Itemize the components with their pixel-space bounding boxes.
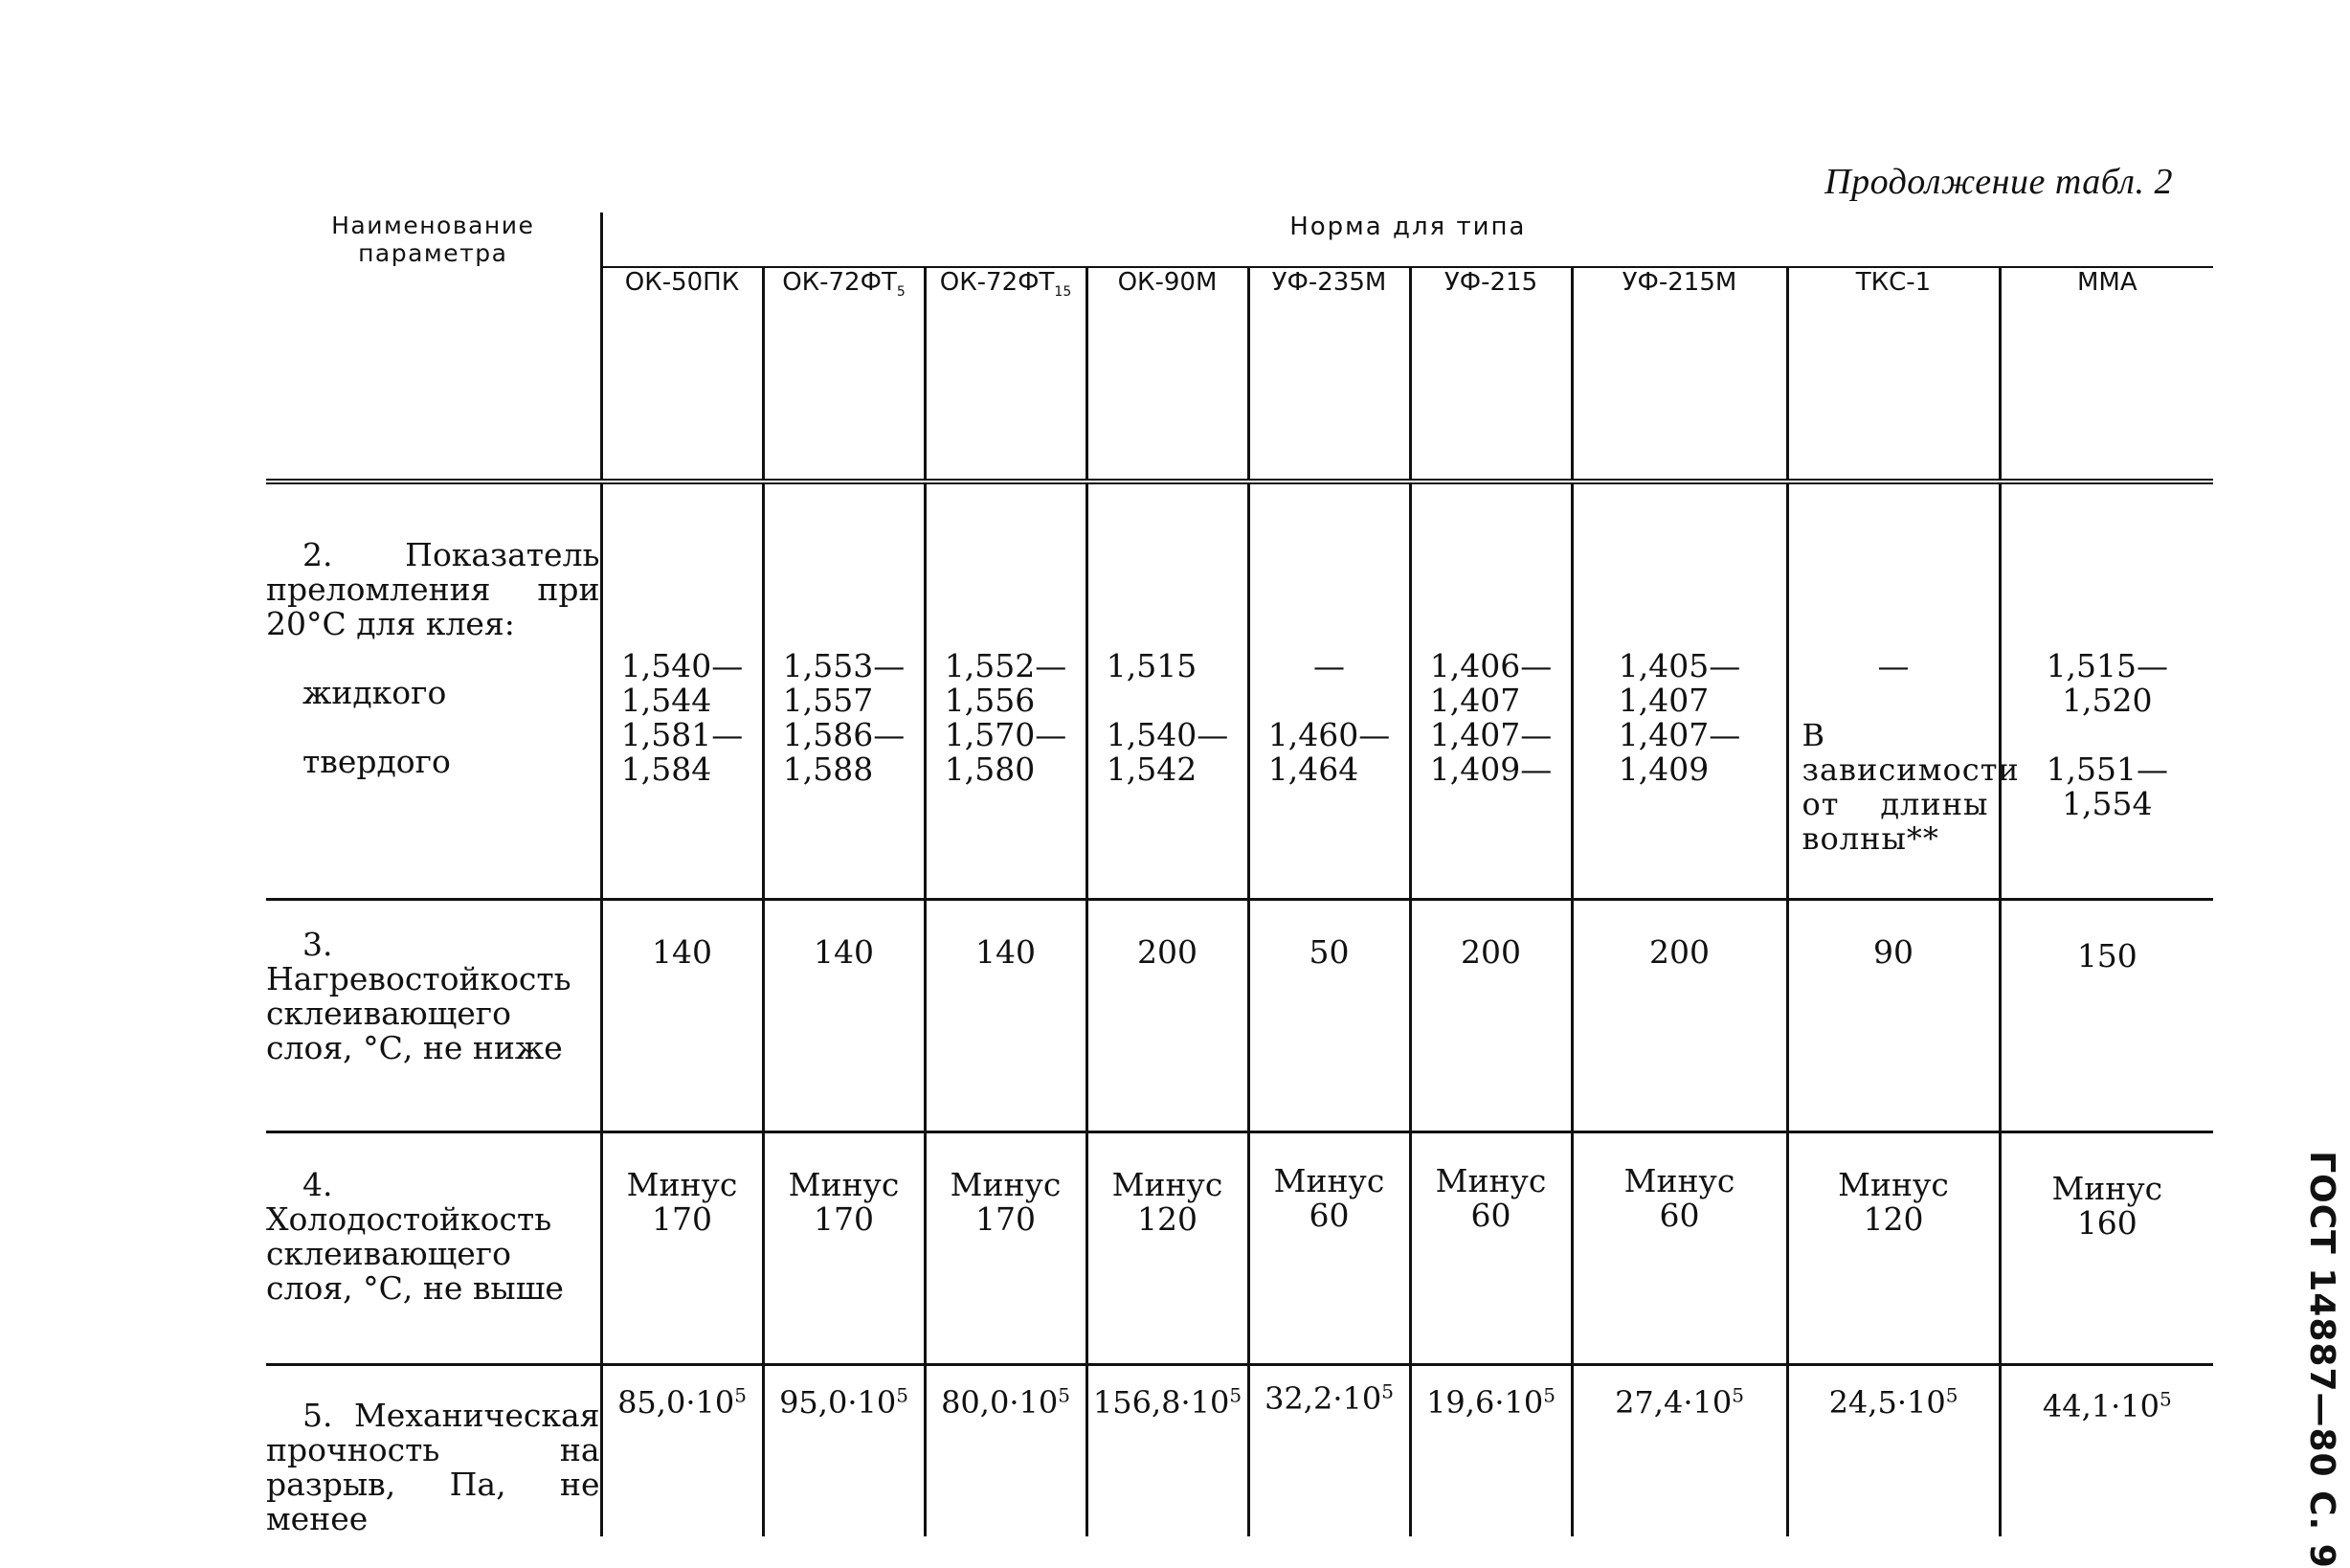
value-cell: 140 xyxy=(925,900,1086,1132)
type-header: УФ-215 xyxy=(1410,267,1572,482)
table-row-heat xyxy=(266,900,2213,1132)
type-header: $ОК-72ФТ_{15}$ xyxy=(925,267,1086,482)
type-header: УФ-235М xyxy=(1248,267,1410,482)
norm-header: Норма для типа xyxy=(601,213,2213,267)
param-sub-solid: твердого xyxy=(302,743,451,780)
value-cell: 1,515 1,540— 1,542 xyxy=(1086,482,1248,900)
value-cell: Минус 60 xyxy=(1572,1132,1787,1365)
value-cell: 90 xyxy=(1787,900,2000,1132)
norm-table xyxy=(266,213,2213,1536)
value-cell: $85,0\cdot 10^5$ xyxy=(601,1365,763,1537)
type-header: УФ-215М xyxy=(1572,267,1787,482)
value-cell: Минус 60 xyxy=(1248,1132,1410,1365)
value-cell: $44,1\cdot 10^5$ xyxy=(2042,1387,2172,1424)
type-header: ТКС-1 xyxy=(1787,267,2000,482)
param-cell xyxy=(266,1132,601,1365)
value-cell: Минус 170 xyxy=(763,1132,925,1365)
value-cell: 50 xyxy=(1248,900,1410,1132)
value-cell: — 1,460— 1,464 xyxy=(1248,482,1410,900)
value-cell: Минус 170 xyxy=(925,1132,1086,1365)
note-wavelength: В зависимости от длины волны** xyxy=(1802,717,2020,857)
value-cell: — В зависимости от длины волны** xyxy=(1787,482,2000,900)
param-header: Наименование параметра xyxy=(266,213,601,482)
value-cell: Минус 60 xyxy=(1410,1132,1572,1365)
value-cell: Минус 170 xyxy=(601,1132,763,1365)
value-cell: 1,552— 1,556 1,570— 1,580 xyxy=(925,482,1086,900)
value-cell: $19,6\cdot 10^5$ xyxy=(1410,1365,1572,1537)
value-cell: 1,553— 1,557 1,586— 1,588 xyxy=(763,482,925,900)
type-header: $ОК-72ФТ_5$ xyxy=(763,267,925,482)
table-row-refraction xyxy=(266,482,2213,900)
param-cell xyxy=(266,900,601,1132)
value-cell: $95,0\cdot 10^5$ xyxy=(763,1365,925,1537)
value-cell: 140 xyxy=(763,900,925,1132)
value-cell: 200 xyxy=(1410,900,1572,1132)
value-cell: 1,405— 1,407 1,407— 1,409 xyxy=(1572,482,1787,900)
table-caption: Продолжение табл. 2 xyxy=(1824,162,2173,202)
param-sub-liquid: жидкого xyxy=(302,674,447,711)
value-cell: 1,515—1,520 1,551—1,554 xyxy=(2000,482,2213,900)
value-cell: 200 xyxy=(1086,900,1248,1132)
param-title: 3. Нагревостойкость склеивающего слоя, °С, не ниже xyxy=(266,926,571,1066)
value-cell: $156,8\cdot 10^5$ xyxy=(1086,1365,1248,1537)
value-cell: Минус 120 xyxy=(1086,1132,1248,1365)
value-cell: 1,540— 1,544 1,581— 1,584 xyxy=(601,482,763,900)
header-row-top xyxy=(266,213,2213,267)
param-title: 5. Механическая прочность на разрыв, Па, не менее xyxy=(266,1397,600,1537)
param-title: 4. Холодостойкость склеивающего слоя, °С, не выше xyxy=(266,1166,564,1307)
param-title: 2. Показатель преломления при 20°С для клея: xyxy=(266,536,600,642)
table-row-cold xyxy=(266,1132,2213,1365)
value-cell: 150 xyxy=(2000,900,2213,1132)
value-cell: 200 xyxy=(1572,900,1787,1132)
param-cell xyxy=(266,482,601,900)
type-header: ОК-50ПК xyxy=(601,267,763,482)
value-cell: Минус 120 xyxy=(1787,1132,2000,1365)
type-header: ММА xyxy=(2000,267,2213,482)
table-row-strength xyxy=(266,1365,2213,1537)
value-cell: $27,4\cdot 10^5$ xyxy=(1572,1365,1787,1537)
side-standard-text: ГОСТ 14887—80 С. 9 xyxy=(2301,1150,2341,1568)
value-cell: 140 xyxy=(601,900,763,1132)
value-cell: $24,5\cdot 10^5$ xyxy=(1787,1365,2000,1537)
value-cell: 1,406— 1,407 1,407— 1,409— xyxy=(1410,482,1572,900)
value-cell: Минус 160 xyxy=(2000,1132,2213,1365)
value-cell: $80,0\cdot 10^5$ xyxy=(925,1365,1086,1537)
side-standard-label xyxy=(2293,1150,2350,1568)
value-cell: $32,2\cdot 10^5$ xyxy=(1248,1365,1410,1537)
param-cell xyxy=(266,1365,601,1537)
type-header: ОК-90М xyxy=(1086,267,1248,482)
